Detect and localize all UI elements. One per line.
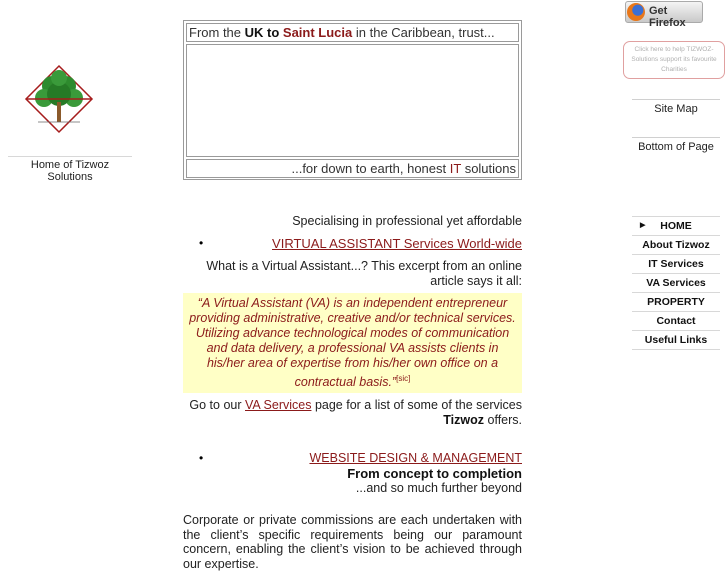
site-map-link[interactable]: Site Map xyxy=(654,103,698,115)
nav-item-useful-links[interactable] xyxy=(632,331,720,350)
firefox-icon xyxy=(627,3,645,21)
nav-item-it-services[interactable] xyxy=(632,255,720,274)
banner-bottom-line xyxy=(186,159,519,178)
goto-brand: Tizwoz xyxy=(443,412,485,427)
main-nav xyxy=(632,216,720,350)
nav-label-it-services: IT Services xyxy=(648,258,704,270)
goto-suffix: offers. xyxy=(484,412,522,427)
banner-top-line xyxy=(186,23,519,42)
nav-label-useful-links: Useful Links xyxy=(644,334,708,346)
va-quote xyxy=(183,293,522,393)
web-subheading: From concept to completion xyxy=(347,466,522,482)
nav-label-property: PROPERTY xyxy=(647,296,705,308)
goto-prefix: Go to our xyxy=(189,398,245,413)
website-design-link[interactable]: WEBSITE DESIGN & MANAGEMENT xyxy=(309,451,522,466)
banner-uk: UK xyxy=(244,25,264,40)
banner-to: to xyxy=(263,25,283,40)
charity-button[interactable]: Click here to help TIZWOZ-Solutions support its favourite Charities xyxy=(623,41,725,79)
va-bullet xyxy=(183,236,522,251)
bullet-icon: • xyxy=(199,236,204,250)
banner xyxy=(183,20,522,180)
nav-label-home: HOME xyxy=(660,220,692,232)
va-quote-text: “A Virtual Assistant (VA) is an independent entrepreneur providing administrative, creative and/or technical services. Utilizing advance technological modes of communication and data delivery, a professional VA assists clients in his/her area of expertise from his/her own office on a contractual basis.” xyxy=(189,296,516,390)
nav-item-home[interactable] xyxy=(632,216,720,236)
banner-image-area xyxy=(186,44,519,157)
goto-va-services-link[interactable]: VA Services xyxy=(245,398,312,413)
nav-label-va-services: VA Services xyxy=(646,277,706,289)
banner-top-prefix: From the xyxy=(189,25,245,40)
tizwoz-logo xyxy=(24,64,94,134)
main-content xyxy=(183,214,522,571)
nav-label-about: About Tizwoz xyxy=(642,239,710,251)
bullet-icon: • xyxy=(199,451,204,466)
specialising-text: Specialising in professional yet affordable xyxy=(292,214,522,228)
banner-place: Saint Lucia xyxy=(282,25,353,40)
home-caption: Home of Tizwoz Solutions xyxy=(30,159,110,183)
site-map-separator xyxy=(632,99,720,100)
va-services-link[interactable]: VIRTUAL ASSISTANT Services World-wide xyxy=(272,236,522,251)
banner-top-suffix: in the Caribbean, trust... xyxy=(352,25,495,40)
va-quote-ref: [sic] xyxy=(396,374,411,383)
goto-text xyxy=(183,398,522,427)
va-question: What is a Virtual Assistant...? This excerpt from an online article says it all: xyxy=(206,259,522,288)
bottom-link-separator xyxy=(632,137,720,138)
web-bullet xyxy=(183,451,522,465)
bottom-of-page-link[interactable]: Bottom of Page xyxy=(638,141,714,153)
banner-bottom-suffix: solutions xyxy=(461,161,516,176)
arrow-right-icon: ▶ xyxy=(640,222,646,229)
corporate-text: Corporate or private commissions are each undertaken with the client’s specific requirements being our paramount concern, enabling the client’s vision to be achieved through our expertise. xyxy=(183,513,522,571)
banner-it: IT xyxy=(449,161,462,176)
get-firefox-button[interactable] xyxy=(625,1,703,29)
nav-item-about[interactable] xyxy=(632,236,720,255)
web-tagline: ...and so much further beyond xyxy=(355,481,522,496)
nav-item-property[interactable] xyxy=(632,293,720,312)
nav-item-contact[interactable] xyxy=(632,312,720,331)
firefox-label: Get Firefox xyxy=(649,5,686,29)
left-separator xyxy=(8,156,132,157)
banner-bottom-prefix: ...for down to earth, honest xyxy=(291,161,450,176)
nav-item-va-services[interactable] xyxy=(632,274,720,293)
nav-label-contact: Contact xyxy=(656,315,696,327)
goto-mid: page for a list of some of the services xyxy=(311,398,522,413)
